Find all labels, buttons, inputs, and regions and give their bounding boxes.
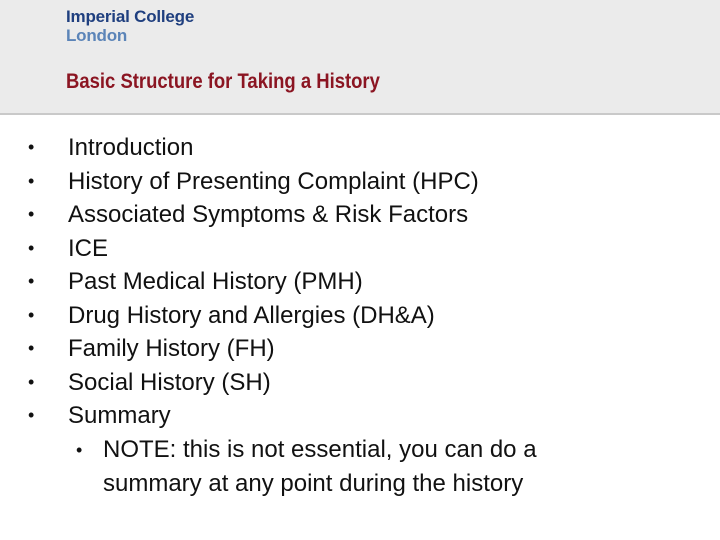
bullet-text: Social History (SH) [68, 368, 271, 396]
bullet-icon: • [28, 304, 35, 325]
logo-line-2: London [66, 26, 128, 45]
bullet-text: Summary [68, 402, 171, 429]
bullet-icon: • [28, 371, 35, 392]
bullet-icon: • [76, 439, 83, 460]
bullet-item-ice [0, 232, 720, 266]
bullet-icon: • [28, 170, 35, 191]
logo-line-1: Imperial College [66, 7, 195, 26]
imperial-college-logo [66, 7, 194, 45]
slide-content [0, 131, 720, 501]
bullet-text: Associated Symptoms & Risk Factors [68, 201, 469, 228]
slide-title: Basic Structure for Taking a History [66, 70, 380, 93]
bullet-item-pmh [0, 265, 720, 299]
bullet-item-associated-symptoms [0, 198, 720, 232]
bullet-item-sh [0, 366, 720, 400]
bullet-icon: • [28, 204, 35, 224]
bullet-item-introduction [0, 131, 720, 165]
bullet-icon: • [28, 237, 35, 258]
bullet-icon: • [28, 137, 35, 157]
bullet-item-fh [0, 332, 720, 366]
sub-bullet-note [0, 433, 720, 501]
bullet-text: ICE [68, 234, 109, 262]
bullet-text: Introduction [68, 134, 194, 161]
sub-bullet-text: NOTE: this is not essential, you can do a summary at any point during the history [103, 435, 537, 497]
bullet-icon: • [28, 338, 35, 358]
header-divider [0, 113, 720, 115]
bullet-text: Family History (FH) [68, 335, 275, 362]
bullet-text: Drug History and Allergies (DH&A) [68, 301, 435, 329]
bullet-icon: • [28, 271, 35, 291]
bullet-text: Past Medical History (PMH) [68, 268, 363, 295]
bullet-item-hpc [0, 165, 720, 199]
bullet-item-summary [0, 399, 720, 433]
bullet-icon: • [28, 405, 35, 425]
bullet-item-dha [0, 299, 720, 333]
bullet-text: History of Presenting Complaint (HPC) [68, 167, 479, 195]
bullet-list [0, 131, 720, 501]
